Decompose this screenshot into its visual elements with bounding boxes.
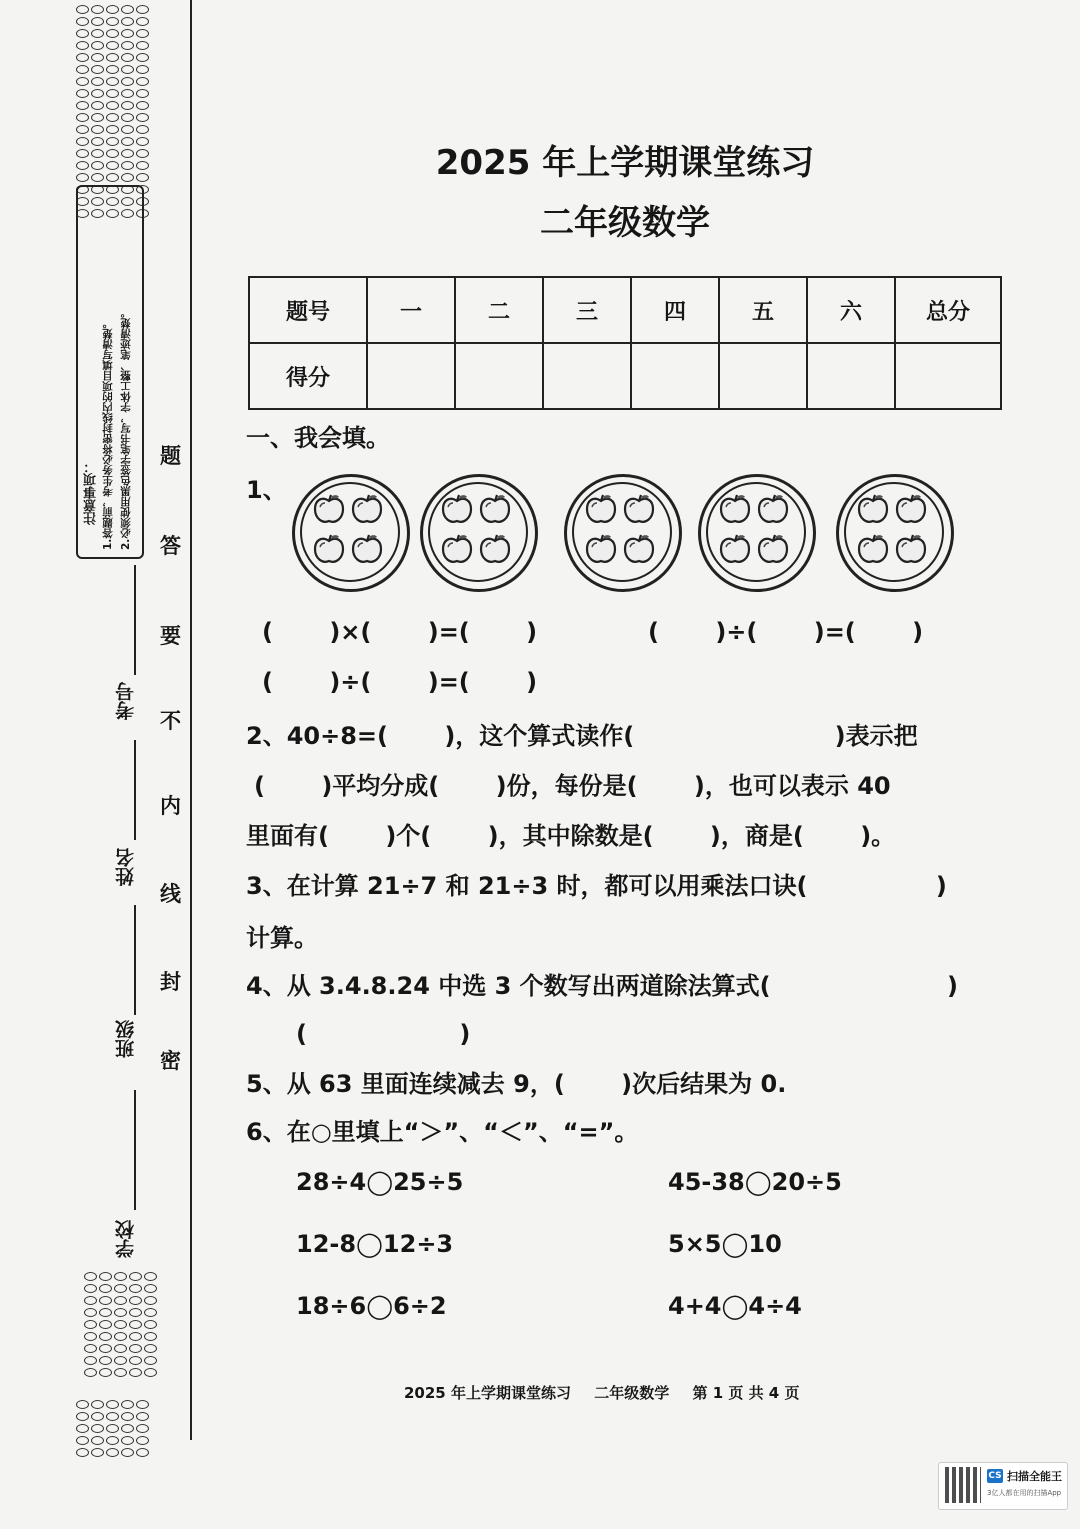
binding-hole-icon: [114, 1332, 127, 1341]
binding-hole-icon: [91, 1424, 104, 1433]
binding-hole-icon: [99, 1272, 112, 1281]
apple-icon: [718, 532, 752, 570]
score-header-cell: 总分: [895, 277, 1001, 343]
binding-hole-icon: [129, 1296, 142, 1305]
binding-hole-icon: [114, 1320, 127, 1329]
section-heading: 一、我会填。: [246, 424, 390, 452]
binding-hole-icon: [121, 1400, 134, 1409]
binding-hole-icon: [76, 5, 89, 14]
score-cell[interactable]: [367, 343, 455, 409]
binding-hole-icon: [114, 1272, 127, 1281]
binding-hole-icon: [76, 41, 89, 50]
binding-hole-icon: [99, 1296, 112, 1305]
binding-hole-icon: [91, 1436, 104, 1445]
binding-hole-icon: [106, 77, 119, 86]
seal-char: 线: [160, 881, 181, 906]
scanner-watermark: [938, 1462, 1068, 1510]
class-label: 班级: [115, 1020, 137, 1058]
footer-exam-title: 2025 年上学期课堂练习: [404, 1384, 571, 1402]
binding-hole-icon: [84, 1344, 97, 1353]
binding-hole-icon: [144, 1344, 157, 1353]
binding-hole-icon: [84, 1272, 97, 1281]
binding-hole-icon: [99, 1332, 112, 1341]
question-4-line-1: 4、从 3.4.8.24 中选 3 个数写出两道除法算式( ): [246, 972, 958, 1000]
binding-hole-icon: [136, 89, 149, 98]
binding-hole-icon: [99, 1320, 112, 1329]
scanner-app-name: 扫描全能王: [1007, 1470, 1062, 1483]
binding-hole-icon: [99, 1356, 112, 1365]
question-1-division-a: ( )÷( )=( ): [648, 618, 924, 646]
seal-char: 内: [160, 793, 181, 818]
binding-hole-icon: [91, 53, 104, 62]
score-cell[interactable]: [807, 343, 895, 409]
binding-hole-icon: [144, 1320, 157, 1329]
binding-hole-icon: [106, 1412, 119, 1421]
compare-3-right: 4+4◯4÷4: [668, 1292, 802, 1320]
score-header-cell: 五: [719, 277, 807, 343]
binding-hole-icon: [136, 101, 149, 110]
binding-hole-icon: [99, 1344, 112, 1353]
binding-hole-icon: [84, 1284, 97, 1293]
apple-icon: [756, 532, 790, 570]
binding-hole-icon: [129, 1284, 142, 1293]
binding-hole-icon: [84, 1320, 97, 1329]
notice-title: 注意事项：: [84, 460, 99, 525]
binding-hole-icon: [136, 29, 149, 38]
apple-icon: [894, 492, 928, 530]
binding-hole-icon: [91, 1412, 104, 1421]
binding-hole-icon: [76, 1436, 89, 1445]
binding-hole-icon: [91, 1400, 104, 1409]
binding-hole-icon: [106, 29, 119, 38]
binding-hole-icon: [84, 1296, 97, 1305]
binding-hole-icon: [129, 1308, 142, 1317]
binding-hole-icon: [129, 1272, 142, 1281]
question-2-line-1: 2、40÷8=( )，这个算式读作( )表示把: [246, 722, 918, 750]
binding-hole-icon: [144, 1272, 157, 1281]
score-table-score-row: [249, 343, 1001, 409]
binding-hole-icon: [144, 1284, 157, 1293]
score-header-cell: 一: [367, 277, 455, 343]
apple-icon: [584, 532, 618, 570]
binding-hole-icon: [76, 113, 89, 122]
score-cell[interactable]: [719, 343, 807, 409]
apple-icon: [584, 492, 618, 530]
score-header-cell: 三: [543, 277, 631, 343]
binding-hole-icon: [114, 1308, 127, 1317]
binding-hole-icon: [121, 101, 134, 110]
binding-hole-icon: [84, 1356, 97, 1365]
binding-hole-icon: [91, 89, 104, 98]
binding-hole-icon: [106, 1424, 119, 1433]
apple-icon: [894, 532, 928, 570]
binding-hole-icon: [91, 77, 104, 86]
question-1-division-b: ( )÷( )=( ): [262, 668, 538, 696]
binding-hole-icon: [121, 125, 134, 134]
binding-hole-icon: [91, 17, 104, 26]
binding-hole-icon: [129, 1320, 142, 1329]
apple-icon: [440, 532, 474, 570]
binding-hole-icon: [121, 1436, 134, 1445]
score-table: [248, 276, 1002, 410]
name-line: [134, 740, 136, 840]
notice-item-1: 1.答题前，考生务必将密封线内的项目填写清楚。: [102, 318, 114, 550]
binding-hole-icon: [84, 1332, 97, 1341]
binding-hole-icon: [106, 101, 119, 110]
score-header-cell: 四: [631, 277, 719, 343]
apple-icon: [622, 532, 656, 570]
question-2-line-3: 里面有( )个( )，其中除数是( )，商是( )。: [246, 822, 896, 850]
binding-hole-icon: [76, 101, 89, 110]
name-label: 姓名: [115, 848, 137, 886]
binding-hole-icon: [91, 5, 104, 14]
binding-hole-icon: [106, 41, 119, 50]
apple-icon: [856, 532, 890, 570]
binding-hole-icon: [136, 5, 149, 14]
binding-hole-icon: [84, 1368, 97, 1377]
binding-hole-icon: [114, 1356, 127, 1365]
score-header-cell: 二: [455, 277, 543, 343]
binding-hole-icon: [136, 65, 149, 74]
binding-hole-icon: [84, 1308, 97, 1317]
binding-hole-icon: [106, 5, 119, 14]
question-3-line-2: 计算。: [246, 924, 318, 952]
binding-hole-icon: [76, 53, 89, 62]
exam-number-label: 考号: [115, 682, 137, 720]
binding-hole-icon: [121, 65, 134, 74]
apple-icon: [856, 492, 890, 530]
binding-hole-icon: [91, 101, 104, 110]
binding-hole-icon: [91, 65, 104, 74]
binding-hole-icon: [114, 1296, 127, 1305]
binding-hole-icon: [121, 5, 134, 14]
binding-hole-icon: [129, 1344, 142, 1353]
binding-hole-icon: [76, 1424, 89, 1433]
question-4-line-2: ( ): [296, 1020, 471, 1048]
footer-subject: 二年级数学: [594, 1384, 670, 1402]
seal-char: 不: [160, 708, 181, 733]
question-2-line-2: ( )平均分成( )份，每份是( )，也可以表示 40: [254, 772, 891, 800]
apple-icon: [350, 532, 384, 570]
school-line: [134, 1090, 136, 1210]
score-cell[interactable]: [631, 343, 719, 409]
exam-number-line: [134, 565, 136, 675]
binding-hole-icon: [91, 113, 104, 122]
binding-hole-icon: [136, 125, 149, 134]
binding-hole-icon: [121, 17, 134, 26]
binding-hole-icon: [121, 1412, 134, 1421]
binding-hole-icon: [76, 1412, 89, 1421]
binding-hole-icon: [106, 53, 119, 62]
binding-hole-icon: [114, 1344, 127, 1353]
binding-hole-icon: [106, 1448, 119, 1457]
scanner-app-tagline: 3亿人都在用的扫描App: [987, 1489, 1062, 1497]
seal-char: 要: [160, 623, 181, 648]
binding-hole-icon: [76, 125, 89, 134]
exam-title: 2025 年上学期课堂练习: [435, 143, 815, 183]
compare-2-right: 5×5◯10: [668, 1230, 782, 1258]
binding-hole-icon: [106, 1400, 119, 1409]
binding-hole-icon: [136, 41, 149, 50]
binding-hole-icon: [76, 1448, 89, 1457]
binding-hole-icon: [99, 1368, 112, 1377]
score-cell[interactable]: [895, 343, 1001, 409]
question-1-multiplication: ( )×( )=( ): [262, 618, 538, 646]
binding-hole-icon: [99, 1308, 112, 1317]
cs-logo: CS: [988, 1471, 1002, 1481]
binding-holes-bottom: [84, 1272, 157, 1377]
binding-hole-icon: [121, 53, 134, 62]
seal-char: 答: [160, 533, 181, 558]
apple-icon: [622, 492, 656, 530]
score-header-cell: 题号: [249, 277, 367, 343]
binding-hole-icon: [129, 1356, 142, 1365]
question-1-label: 1、: [246, 476, 287, 504]
binding-hole-icon: [76, 77, 89, 86]
binding-hole-icon: [136, 1436, 149, 1445]
score-header-cell: 六: [807, 277, 895, 343]
binding-hole-icon: [91, 29, 104, 38]
binding-hole-icon: [136, 1448, 149, 1457]
binding-hole-icon: [144, 1332, 157, 1341]
binding-hole-icon: [106, 17, 119, 26]
apple-icon: [350, 492, 384, 530]
binding-hole-icon: [91, 41, 104, 50]
compare-2-left: 12-8◯12÷3: [296, 1230, 454, 1258]
binding-hole-icon: [129, 1368, 142, 1377]
binding-hole-icon: [76, 17, 89, 26]
binding-hole-icon: [106, 125, 119, 134]
compare-3-left: 18÷6◯6÷2: [296, 1292, 447, 1320]
question-5: 5、从 63 里面连续减去 9，( )次后结果为 0.: [246, 1070, 787, 1098]
binding-hole-icon: [91, 1448, 104, 1457]
binding-hole-icon: [76, 65, 89, 74]
footer-page-number: 第 1 页 共 4 页: [692, 1384, 800, 1402]
binding-holes-bottom-2: [76, 1400, 149, 1457]
class-line: [134, 905, 136, 1015]
binding-hole-icon: [136, 53, 149, 62]
apple-icon: [756, 492, 790, 530]
binding-hole-icon: [144, 1368, 157, 1377]
apple-icon: [312, 532, 346, 570]
binding-hole-icon: [99, 1284, 112, 1293]
compare-1-right: 45-38◯20÷5: [668, 1168, 842, 1196]
seal-char: 封: [160, 969, 181, 994]
qr-code-icon: [945, 1467, 981, 1503]
binding-hole-icon: [106, 65, 119, 74]
binding-hole-icon: [136, 1412, 149, 1421]
apple-icon: [312, 492, 346, 530]
binding-hole-icon: [106, 113, 119, 122]
binding-hole-icon: [114, 1368, 127, 1377]
question-3-line-1: 3、在计算 21÷7 和 21÷3 时，都可以用乘法口诀( ): [246, 872, 947, 900]
score-cell[interactable]: [543, 343, 631, 409]
binding-hole-icon: [106, 89, 119, 98]
binding-hole-icon: [136, 1400, 149, 1409]
apple-icon: [478, 532, 512, 570]
binding-hole-icon: [91, 125, 104, 134]
binding-hole-icon: [121, 41, 134, 50]
seal-char: 题: [160, 443, 181, 468]
compare-1-left: 28÷4◯25÷5: [296, 1168, 464, 1196]
binding-hole-icon: [76, 29, 89, 38]
apple-icon: [478, 492, 512, 530]
binding-hole-icon: [76, 89, 89, 98]
binding-hole-icon: [114, 1284, 127, 1293]
binding-hole-icon: [76, 1400, 89, 1409]
notice-item-2: 2.必须使用黑色签字笔书写，字体工整、笔迹清楚。: [120, 307, 132, 550]
school-label: 学校: [115, 1220, 137, 1258]
page-footer: [404, 1382, 817, 1403]
score-cell[interactable]: [455, 343, 543, 409]
score-row-label: 得分: [249, 343, 367, 409]
binding-hole-icon: [144, 1308, 157, 1317]
seal-char: 密: [160, 1048, 181, 1073]
exam-subtitle: 二年级数学: [540, 203, 710, 243]
binding-hole-icon: [121, 77, 134, 86]
binding-hole-icon: [121, 113, 134, 122]
binding-hole-icon: [121, 1448, 134, 1457]
binding-hole-icon: [144, 1296, 157, 1305]
binding-hole-icon: [136, 17, 149, 26]
binding-hole-icon: [121, 29, 134, 38]
binding-hole-icon: [129, 1332, 142, 1341]
binding-hole-icon: [136, 113, 149, 122]
binding-hole-icon: [136, 1424, 149, 1433]
question-6: 6、在○里填上“＞”、“＜”、“=”。: [246, 1118, 639, 1146]
binding-hole-icon: [136, 77, 149, 86]
apple-icon: [718, 492, 752, 530]
apple-icon: [440, 492, 474, 530]
binding-hole-icon: [121, 1424, 134, 1433]
binding-hole-icon: [121, 89, 134, 98]
binding-hole-icon: [144, 1356, 157, 1365]
score-table-header-row: [249, 277, 1001, 343]
binding-hole-icon: [106, 1436, 119, 1445]
